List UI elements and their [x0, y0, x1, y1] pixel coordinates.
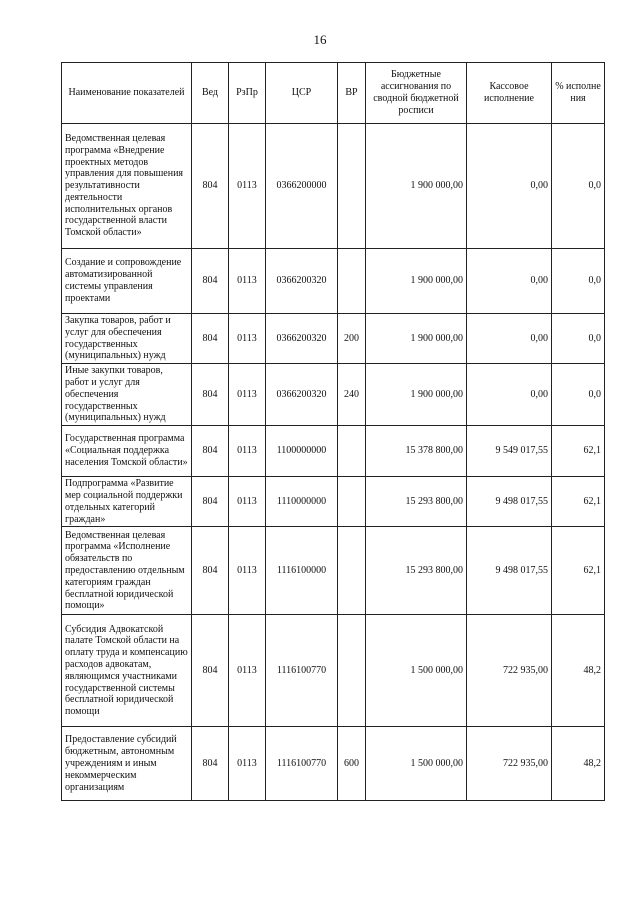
row-vr [338, 249, 366, 314]
row-rzpr: 0113 [229, 364, 266, 426]
row-vr: 240 [338, 364, 366, 426]
table-row [62, 124, 605, 249]
row-csr: 1116100000 [266, 527, 338, 615]
row-percent: 0,0 [552, 364, 605, 426]
row-vr [338, 615, 366, 727]
row-name: Предоставление субсидий бюджетным, автономным учреждениям и иным некоммерческим организациям [62, 727, 192, 801]
row-ved: 804 [192, 527, 229, 615]
row-assigned: 1 500 000,00 [366, 727, 467, 801]
header-cash: Кассовое исполнение [467, 63, 552, 124]
row-cash: 0,00 [467, 314, 552, 364]
header-percent: % исполне ния [552, 63, 605, 124]
row-cash: 9 498 017,55 [467, 527, 552, 615]
row-rzpr: 0113 [229, 727, 266, 801]
header-csr: ЦСР [266, 63, 338, 124]
row-rzpr: 0113 [229, 426, 266, 477]
row-assigned: 1 900 000,00 [366, 364, 467, 426]
row-csr: 1100000000 [266, 426, 338, 477]
row-assigned: 1 500 000,00 [366, 615, 467, 727]
table-row [62, 364, 605, 426]
row-rzpr: 0113 [229, 615, 266, 727]
table-row [62, 477, 605, 527]
row-vr: 200 [338, 314, 366, 364]
table-row [62, 426, 605, 477]
header-rzpr: РзПр [229, 63, 266, 124]
row-cash: 9 549 017,55 [467, 426, 552, 477]
row-ved: 804 [192, 727, 229, 801]
row-percent: 62,1 [552, 477, 605, 527]
row-cash: 9 498 017,55 [467, 477, 552, 527]
table-row [62, 314, 605, 364]
row-ved: 804 [192, 615, 229, 727]
row-name: Субсидия Адвокатской палате Томской области на оплату труда и компенсацию расходов адвокатам, являющимся участниками государственной системы бесплатной юридической помощи [62, 615, 192, 727]
table-row [62, 527, 605, 615]
row-csr: 1110000000 [266, 477, 338, 527]
row-rzpr: 0113 [229, 124, 266, 249]
row-percent: 62,1 [552, 426, 605, 477]
row-ved: 804 [192, 124, 229, 249]
row-rzpr: 0113 [229, 477, 266, 527]
row-name: Подпрограмма «Развитие мер социальной поддержки отдельных категорий граждан» [62, 477, 192, 527]
row-vr [338, 527, 366, 615]
row-assigned: 15 378 800,00 [366, 426, 467, 477]
row-assigned: 1 900 000,00 [366, 314, 467, 364]
row-csr: 0366200320 [266, 364, 338, 426]
row-name: Закупка товаров, работ и услуг для обеспечения государственных (муниципальных) нужд [62, 314, 192, 364]
row-ved: 804 [192, 364, 229, 426]
row-percent: 0,0 [552, 124, 605, 249]
table-row [62, 249, 605, 314]
row-ved: 804 [192, 249, 229, 314]
header-assigned: Бюджетные ассигнования по сводной бюджетной росписи [366, 63, 467, 124]
row-vr [338, 426, 366, 477]
table-header-row [62, 63, 605, 124]
row-percent: 62,1 [552, 527, 605, 615]
row-name: Создание и сопровождение автоматизированной системы управления проектами [62, 249, 192, 314]
row-ved: 804 [192, 477, 229, 527]
row-assigned: 1 900 000,00 [366, 124, 467, 249]
row-cash: 0,00 [467, 364, 552, 426]
row-cash: 722 935,00 [467, 727, 552, 801]
row-rzpr: 0113 [229, 314, 266, 364]
row-rzpr: 0113 [229, 527, 266, 615]
row-csr: 0366200000 [266, 124, 338, 249]
row-name: Иные закупки товаров, работ и услуг для обеспечения государственных (муниципальных) нужд [62, 364, 192, 426]
row-csr: 1116100770 [266, 615, 338, 727]
row-percent: 0,0 [552, 249, 605, 314]
row-assigned: 1 900 000,00 [366, 249, 467, 314]
budget-table [61, 62, 605, 801]
row-ved: 804 [192, 314, 229, 364]
header-name: Наименование показателей [62, 63, 192, 124]
row-name: Ведомственная целевая программа «Исполнение обязательств по предоставлению отдельным категориям граждан бесплатной юридической помощи» [62, 527, 192, 615]
table-row [62, 615, 605, 727]
header-vr: ВР [338, 63, 366, 124]
row-csr: 0366200320 [266, 314, 338, 364]
row-cash: 0,00 [467, 249, 552, 314]
row-assigned: 15 293 800,00 [366, 527, 467, 615]
row-vr [338, 124, 366, 249]
page-number: 16 [313, 32, 327, 47]
row-csr: 0366200320 [266, 249, 338, 314]
table-row [62, 727, 605, 801]
row-percent: 48,2 [552, 727, 605, 801]
row-csr: 1116100770 [266, 727, 338, 801]
header-ved: Вед [192, 63, 229, 124]
row-percent: 0,0 [552, 314, 605, 364]
row-vr [338, 477, 366, 527]
row-rzpr: 0113 [229, 249, 266, 314]
row-name: Ведомственная целевая программа «Внедрение проектных методов управления для повышения результативности деятельности исполнительных органов государственной власти Томской области» [62, 124, 192, 249]
row-percent: 48,2 [552, 615, 605, 727]
row-name: Государственная программа «Социальная поддержка населения Томской области» [62, 426, 192, 477]
row-vr: 600 [338, 727, 366, 801]
row-assigned: 15 293 800,00 [366, 477, 467, 527]
row-ved: 804 [192, 426, 229, 477]
row-cash: 722 935,00 [467, 615, 552, 727]
row-cash: 0,00 [467, 124, 552, 249]
